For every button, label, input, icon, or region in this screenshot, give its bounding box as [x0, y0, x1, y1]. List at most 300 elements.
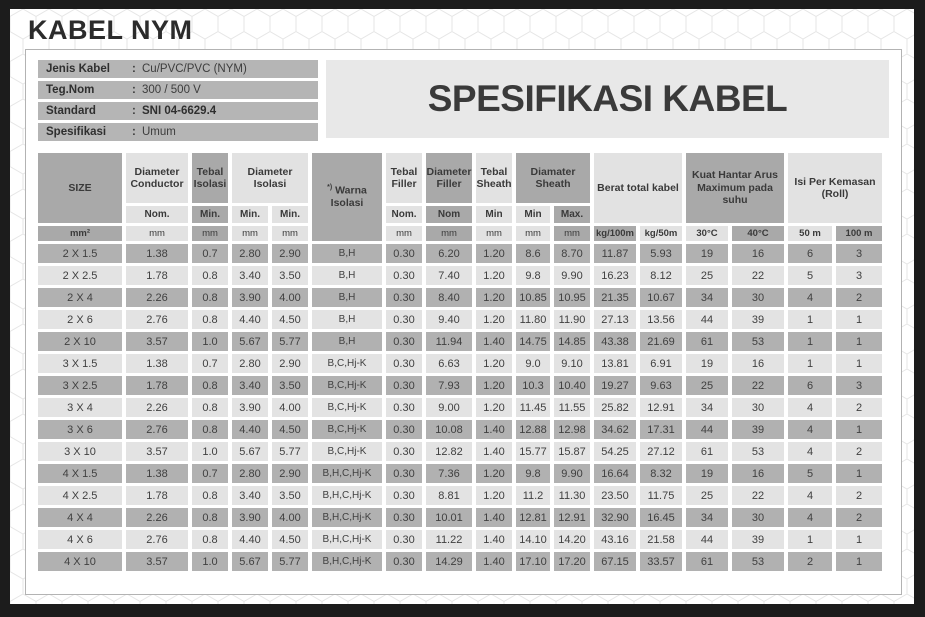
- data-cell: 6.63: [426, 354, 472, 373]
- data-cell: 5: [788, 464, 832, 483]
- data-cell: 0.8: [192, 398, 228, 417]
- table-row: [38, 398, 882, 417]
- data-cell: 0.30: [386, 442, 422, 461]
- size-cell: 4 X 4: [38, 508, 122, 527]
- table-row: [38, 508, 882, 527]
- data-cell: 0.30: [386, 376, 422, 395]
- data-cell: B,C,Hj-K: [312, 354, 382, 373]
- data-cell: 0.30: [386, 354, 422, 373]
- data-cell: 3.50: [272, 266, 308, 285]
- data-cell: 5.77: [272, 442, 308, 461]
- data-cell: 1.40: [476, 420, 512, 439]
- data-cell: 39: [732, 310, 784, 329]
- unit-kha-30c: 30°C: [686, 226, 728, 241]
- unit-diamater-sheath-mm2: mm: [554, 226, 590, 241]
- data-cell: 8.81: [426, 486, 472, 505]
- data-cell: B,H,C,Hj-K: [312, 530, 382, 549]
- table-row: [38, 442, 882, 461]
- data-cell: 2.26: [126, 398, 188, 417]
- data-cell: 33.57: [640, 552, 682, 571]
- data-cell: B,H: [312, 332, 382, 351]
- data-cell: 25.82: [594, 398, 636, 417]
- unit-berat-kg100m: kg/100m: [594, 226, 636, 241]
- data-cell: 1.0: [192, 332, 228, 351]
- data-cell: 1.40: [476, 552, 512, 571]
- data-cell: 1: [836, 332, 882, 351]
- data-cell: 11.45: [516, 398, 550, 417]
- col-header-size: SIZE: [38, 153, 122, 223]
- data-cell: 0.8: [192, 508, 228, 527]
- data-cell: 1: [788, 530, 832, 549]
- data-cell: 12.88: [516, 420, 550, 439]
- data-cell: 1: [836, 552, 882, 571]
- data-cell: 2.80: [232, 244, 268, 263]
- info-label: Teg.Nom: [46, 84, 95, 96]
- data-cell: 11.94: [426, 332, 472, 351]
- table-row: [38, 376, 882, 395]
- data-cell: 1.40: [476, 332, 512, 351]
- data-cell: 2.76: [126, 420, 188, 439]
- data-cell: 9.40: [426, 310, 472, 329]
- warna-isolasi-label: Warna Isolasi: [330, 184, 367, 210]
- data-cell: 44: [686, 310, 728, 329]
- col-header-tebal-isolasi: Tebal Isolasi: [192, 153, 228, 203]
- data-cell: 11.30: [554, 486, 590, 505]
- data-cell: 2.90: [272, 354, 308, 373]
- size-cell: 4 X 2.5: [38, 486, 122, 505]
- subheader-conductor-nom: Nom.: [126, 206, 188, 223]
- size-cell: 2 X 10: [38, 332, 122, 351]
- data-cell: 1: [836, 310, 882, 329]
- data-cell: 1.20: [476, 486, 512, 505]
- data-cell: 3.57: [126, 552, 188, 571]
- data-cell: 0.8: [192, 266, 228, 285]
- data-cell: 25: [686, 486, 728, 505]
- data-cell: 11.75: [640, 486, 682, 505]
- data-cell: 9.90: [554, 266, 590, 285]
- table-row: [38, 464, 882, 483]
- data-cell: B,H: [312, 310, 382, 329]
- cable-info-box: [38, 60, 318, 144]
- data-cell: 3: [836, 244, 882, 263]
- data-cell: 61: [686, 552, 728, 571]
- data-cell: 4.00: [272, 288, 308, 307]
- subheader-diameter-isolasi-min2: Min.: [272, 206, 308, 223]
- data-cell: 15.77: [516, 442, 550, 461]
- data-cell: 2.76: [126, 310, 188, 329]
- data-cell: 10.85: [516, 288, 550, 307]
- data-cell: 44: [686, 530, 728, 549]
- data-cell: 1.78: [126, 376, 188, 395]
- data-cell: 14.10: [516, 530, 550, 549]
- data-cell: 13.56: [640, 310, 682, 329]
- data-cell: B,C,Hj-K: [312, 398, 382, 417]
- data-cell: 0.8: [192, 310, 228, 329]
- data-cell: 0.30: [386, 530, 422, 549]
- data-cell: 8.12: [640, 266, 682, 285]
- data-cell: 5.77: [272, 552, 308, 571]
- data-cell: 54.25: [594, 442, 636, 461]
- col-header-berat-total-kabel: Berat total kabel: [594, 153, 682, 223]
- size-cell: 2 X 6: [38, 310, 122, 329]
- data-cell: 2.80: [232, 464, 268, 483]
- subheader-tebal-filler-nom: Nom.: [386, 206, 422, 223]
- data-cell: 1.20: [476, 266, 512, 285]
- col-header-diamater-sheath: Diamater Sheath: [516, 153, 590, 203]
- data-cell: 30: [732, 288, 784, 307]
- data-cell: 25: [686, 376, 728, 395]
- table-row: [38, 266, 882, 285]
- data-cell: 17.20: [554, 552, 590, 571]
- data-cell: 9.63: [640, 376, 682, 395]
- data-cell: 2.26: [126, 288, 188, 307]
- data-cell: 3.50: [272, 376, 308, 395]
- data-cell: 22: [732, 376, 784, 395]
- spec-title-box: [326, 60, 889, 138]
- subheader-tebal-sheath-min: Min: [476, 206, 512, 223]
- data-cell: 39: [732, 530, 784, 549]
- table-row: [38, 354, 882, 373]
- data-cell: 32.90: [594, 508, 636, 527]
- data-cell: B,H,C,Hj-K: [312, 464, 382, 483]
- data-cell: 21.58: [640, 530, 682, 549]
- data-cell: 1.20: [476, 376, 512, 395]
- data-cell: 3.40: [232, 266, 268, 285]
- data-cell: 13.81: [594, 354, 636, 373]
- data-cell: 2: [788, 552, 832, 571]
- table-row: [38, 420, 882, 439]
- data-cell: 4: [788, 508, 832, 527]
- data-cell: 4.50: [272, 420, 308, 439]
- size-cell: 4 X 10: [38, 552, 122, 571]
- data-cell: 5: [788, 266, 832, 285]
- data-cell: 7.36: [426, 464, 472, 483]
- unit-isi-50m: 50 m: [788, 226, 832, 241]
- unit-diameter-filler-mm: mm: [426, 226, 472, 241]
- info-row-jenis-kabel: [38, 60, 318, 78]
- data-cell: 1.20: [476, 288, 512, 307]
- data-cell: 1.78: [126, 266, 188, 285]
- data-cell: B,H: [312, 288, 382, 307]
- unit-berat-kg50m: kg/50m: [640, 226, 682, 241]
- data-cell: 3.50: [272, 486, 308, 505]
- data-cell: 9.10: [554, 354, 590, 373]
- data-cell: 2.76: [126, 530, 188, 549]
- info-colon: :: [132, 126, 136, 138]
- table-row: [38, 244, 882, 263]
- data-cell: 53: [732, 442, 784, 461]
- size-cell: 4 X 1.5: [38, 464, 122, 483]
- data-cell: 21.69: [640, 332, 682, 351]
- data-cell: 6.91: [640, 354, 682, 373]
- data-cell: 11.80: [516, 310, 550, 329]
- col-header-diameter-isolasi: Diameter Isolasi: [232, 153, 308, 203]
- data-cell: 0.30: [386, 486, 422, 505]
- info-value: Cu/PVC/PVC (NYM): [142, 63, 247, 75]
- data-cell: 8.6: [516, 244, 550, 263]
- data-cell: 21.35: [594, 288, 636, 307]
- data-cell: 11.2: [516, 486, 550, 505]
- data-cell: 5.67: [232, 442, 268, 461]
- data-cell: 17.31: [640, 420, 682, 439]
- table-row: [38, 530, 882, 549]
- data-cell: 0.8: [192, 288, 228, 307]
- data-cell: 1.20: [476, 398, 512, 417]
- data-cell: 1: [836, 420, 882, 439]
- data-cell: 2: [836, 486, 882, 505]
- data-cell: 11.22: [426, 530, 472, 549]
- unit-size-mm2: mm²: [38, 226, 122, 241]
- data-cell: 1.38: [126, 354, 188, 373]
- info-colon: :: [132, 84, 136, 96]
- data-cell: 1.78: [126, 486, 188, 505]
- data-cell: 3.57: [126, 442, 188, 461]
- data-cell: B,H: [312, 266, 382, 285]
- data-cell: 1: [788, 332, 832, 351]
- size-cell: 2 X 4: [38, 288, 122, 307]
- col-header-tebal-sheath: Tebal Sheath: [476, 153, 512, 203]
- data-cell: 14.29: [426, 552, 472, 571]
- data-cell: 1.38: [126, 244, 188, 263]
- data-cell: 1.40: [476, 508, 512, 527]
- unit-tebal-sheath-mm: mm: [476, 226, 512, 241]
- content-panel: [25, 49, 902, 595]
- size-cell: 3 X 10: [38, 442, 122, 461]
- info-value: SNI 04-6629.4: [142, 105, 217, 117]
- data-cell: 4: [788, 486, 832, 505]
- data-cell: 1.38: [126, 464, 188, 483]
- data-cell: 1.20: [476, 310, 512, 329]
- data-cell: 16: [732, 244, 784, 263]
- data-cell: 16.64: [594, 464, 636, 483]
- data-cell: 30: [732, 398, 784, 417]
- data-cell: 11.90: [554, 310, 590, 329]
- data-cell: 34: [686, 508, 728, 527]
- data-cell: 7.93: [426, 376, 472, 395]
- data-cell: 5.77: [272, 332, 308, 351]
- data-cell: 4: [788, 420, 832, 439]
- data-cell: 17.10: [516, 552, 550, 571]
- data-cell: 0.30: [386, 310, 422, 329]
- data-cell: 10.95: [554, 288, 590, 307]
- data-cell: 2.90: [272, 244, 308, 263]
- subheader-diamater-sheath-min: Min: [516, 206, 550, 223]
- data-cell: 2: [836, 442, 882, 461]
- data-cell: 0.30: [386, 420, 422, 439]
- data-cell: 0.8: [192, 530, 228, 549]
- data-cell: 67.15: [594, 552, 636, 571]
- table-row: [38, 332, 882, 351]
- data-cell: 12.82: [426, 442, 472, 461]
- data-cell: 9.0: [516, 354, 550, 373]
- data-cell: 0.7: [192, 354, 228, 373]
- data-cell: 0.30: [386, 332, 422, 351]
- data-cell: 16: [732, 354, 784, 373]
- data-cell: 22: [732, 486, 784, 505]
- data-cell: 8.70: [554, 244, 590, 263]
- data-cell: 16: [732, 464, 784, 483]
- data-cell: 0.7: [192, 244, 228, 263]
- data-cell: 14.20: [554, 530, 590, 549]
- size-cell: 2 X 2.5: [38, 266, 122, 285]
- data-cell: 10.3: [516, 376, 550, 395]
- data-cell: 8.32: [640, 464, 682, 483]
- data-cell: 2: [836, 508, 882, 527]
- unit-isi-100m: 100 m: [836, 226, 882, 241]
- data-cell: 0.30: [386, 288, 422, 307]
- data-cell: 10.40: [554, 376, 590, 395]
- col-header-kuat-hantar-arus: Kuat Hantar Arus Maximum pada suhu: [686, 153, 784, 223]
- data-cell: 0.30: [386, 552, 422, 571]
- size-cell: 4 X 6: [38, 530, 122, 549]
- data-cell: 9.90: [554, 464, 590, 483]
- data-cell: 1.40: [476, 442, 512, 461]
- data-cell: 16.45: [640, 508, 682, 527]
- data-cell: 25: [686, 266, 728, 285]
- data-cell: 0.8: [192, 420, 228, 439]
- data-cell: 1.0: [192, 442, 228, 461]
- footnote-marker: *): [327, 184, 333, 192]
- table-row: [38, 552, 882, 571]
- data-cell: 7.40: [426, 266, 472, 285]
- data-cell: 0.8: [192, 376, 228, 395]
- data-cell: 2.26: [126, 508, 188, 527]
- data-cell: 5.67: [232, 332, 268, 351]
- data-cell: 4.50: [272, 310, 308, 329]
- unit-diameter-isolasi-mm1: mm: [232, 226, 268, 241]
- data-cell: 19: [686, 244, 728, 263]
- data-cell: 4: [788, 288, 832, 307]
- data-cell: 3.40: [232, 486, 268, 505]
- data-cell: 53: [732, 332, 784, 351]
- data-cell: 12.98: [554, 420, 590, 439]
- data-cell: 0.7: [192, 464, 228, 483]
- subheader-diameter-isolasi-min1: Min.: [232, 206, 268, 223]
- subheader-diamater-sheath-max: Max.: [554, 206, 590, 223]
- data-cell: 4.50: [272, 530, 308, 549]
- data-cell: 44: [686, 420, 728, 439]
- data-cell: 10.08: [426, 420, 472, 439]
- info-label: Standard: [46, 105, 96, 117]
- data-cell: 19: [686, 464, 728, 483]
- data-cell: 27.12: [640, 442, 682, 461]
- size-cell: 3 X 4: [38, 398, 122, 417]
- unit-diameter-isolasi-mm2: mm: [272, 226, 308, 241]
- data-cell: 3.90: [232, 398, 268, 417]
- data-cell: 34: [686, 288, 728, 307]
- data-cell: 1: [788, 310, 832, 329]
- data-cell: 12.91: [640, 398, 682, 417]
- data-cell: 43.16: [594, 530, 636, 549]
- data-cell: 3: [836, 376, 882, 395]
- col-header-warna-isolasi: [312, 153, 382, 241]
- data-cell: 6.20: [426, 244, 472, 263]
- table-row: [38, 486, 882, 505]
- data-cell: B,H,C,Hj-K: [312, 552, 382, 571]
- data-cell: 4.40: [232, 420, 268, 439]
- data-cell: 61: [686, 442, 728, 461]
- data-cell: 14.85: [554, 332, 590, 351]
- data-cell: 3.57: [126, 332, 188, 351]
- unit-conductor-mm: mm: [126, 226, 188, 241]
- col-header-tebal-filler: Tebal Filler: [386, 153, 422, 203]
- data-cell: 1.20: [476, 464, 512, 483]
- spec-title: SPESIFIKASI KABEL: [427, 78, 788, 119]
- data-cell: 34: [686, 398, 728, 417]
- data-cell: B,H: [312, 244, 382, 263]
- table-row: [38, 288, 882, 307]
- data-cell: 1.20: [476, 354, 512, 373]
- data-cell: 6: [788, 376, 832, 395]
- data-cell: 3: [836, 266, 882, 285]
- info-value: Umum: [142, 126, 176, 138]
- data-cell: 4.00: [272, 508, 308, 527]
- data-cell: 9.8: [516, 464, 550, 483]
- info-label: Spesifikasi: [46, 126, 107, 138]
- data-cell: 1: [836, 464, 882, 483]
- data-cell: 0.30: [386, 266, 422, 285]
- data-cell: 2: [836, 288, 882, 307]
- table-body: [38, 244, 882, 571]
- data-cell: 22: [732, 266, 784, 285]
- data-cell: 5.67: [232, 552, 268, 571]
- data-cell: 1.0: [192, 552, 228, 571]
- data-cell: 1: [788, 354, 832, 373]
- data-cell: 1.40: [476, 530, 512, 549]
- specification-table: [34, 150, 886, 574]
- col-header-diameter-filler: Diameter Filler: [426, 153, 472, 203]
- data-cell: 11.55: [554, 398, 590, 417]
- col-header-isi-per-kemasan: Isi Per Kemasan (Roll): [788, 153, 882, 223]
- data-cell: 3.90: [232, 288, 268, 307]
- data-cell: 1.20: [476, 244, 512, 263]
- data-cell: 19: [686, 354, 728, 373]
- info-label: Jenis Kabel: [46, 63, 110, 75]
- data-cell: 30: [732, 508, 784, 527]
- data-cell: 34.62: [594, 420, 636, 439]
- table-row: [38, 310, 882, 329]
- data-cell: 61: [686, 332, 728, 351]
- data-cell: 14.75: [516, 332, 550, 351]
- data-cell: 19.27: [594, 376, 636, 395]
- subheader-diameter-filler-nom: Nom: [426, 206, 472, 223]
- data-cell: 3.90: [232, 508, 268, 527]
- data-cell: 10.67: [640, 288, 682, 307]
- col-header-diameter-conductor: Diameter Conductor: [126, 153, 188, 203]
- data-cell: 4: [788, 442, 832, 461]
- data-cell: 39: [732, 420, 784, 439]
- size-cell: 3 X 2.5: [38, 376, 122, 395]
- data-cell: 43.38: [594, 332, 636, 351]
- unit-tebal-filler-mm: mm: [386, 226, 422, 241]
- data-cell: 53: [732, 552, 784, 571]
- data-cell: B,C,Hj-K: [312, 376, 382, 395]
- size-cell: 3 X 6: [38, 420, 122, 439]
- data-cell: 4.40: [232, 530, 268, 549]
- data-cell: 11.87: [594, 244, 636, 263]
- data-cell: 0.30: [386, 244, 422, 263]
- data-cell: B,C,Hj-K: [312, 442, 382, 461]
- data-cell: 12.81: [516, 508, 550, 527]
- data-cell: 12.91: [554, 508, 590, 527]
- info-row-standard: [38, 102, 318, 120]
- data-cell: 1: [836, 530, 882, 549]
- info-row-teg-nom: [38, 81, 318, 99]
- data-cell: 9.00: [426, 398, 472, 417]
- data-cell: 15.87: [554, 442, 590, 461]
- data-cell: 0.30: [386, 464, 422, 483]
- unit-diamater-sheath-mm1: mm: [516, 226, 550, 241]
